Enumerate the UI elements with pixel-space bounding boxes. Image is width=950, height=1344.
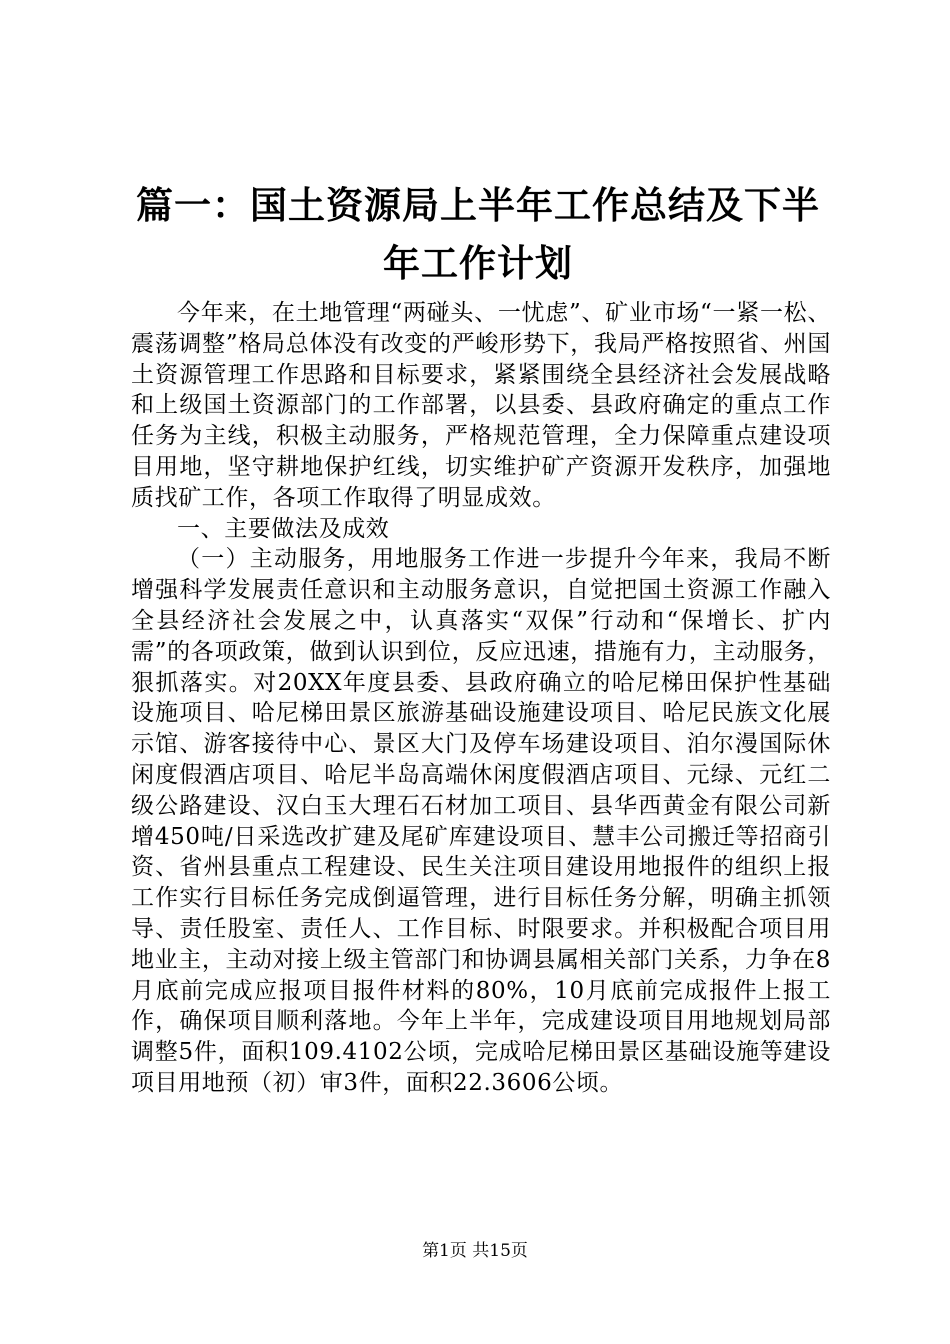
page-footer: 第1页 共15页	[422, 1241, 528, 1261]
intro-paragraph: 今年来，在土地管理“两碰头、一忧虑”、矿业市场“一紧一松、震荡调整”格局总体没有改变的严峻形势下，我局严格按照省、州国土资源管理工作思路和目标要求，紧紧围绕全县经济社会发展战略和上级国土资源部门的工作部署，以县委、县政府确定的重点工作任务为主线，积极主动服务，严格规范管理，全力保障重点建设项目用地，坚守耕地保护红线，切实维护矿产资源开发秩序，加强地质找矿工作，各项工作取得了明显成效。	[131, 300, 831, 511]
subsection-paragraph: （一）主动服务，用地服务工作进一步提升今年来，我局不断增强科学发展责任意识和主动服务意识，自觉把国土资源工作融入全县经济社会发展之中，认真落实“双保”行动和“保增长、扩内需”的各项政策，做到认识到位，反应迅速，措施有力，主动服务，狠抓落实。对20XX年度县委、县政府确立的哈尼梯田保护性基础设施项目、哈尼梯田景区旅游基础设施建设项目、哈尼民族文化展示馆、游客接待中心、景区大门及停车场建设项目、泊尔漫国际休闲度假酒店项目、哈尼半岛高端休闲度假酒店项目、元绿、元红二级公路建设、汉白玉大理石石材加工项目、县华西黄金有限公司新增450吨/日采选改扩建及尾矿库建设项目、慧丰公司搬迁等招商引资、省州县重点工程建设、民生关注项目建设用地报件的组织上报工作实行目标任务完成倒逼管理，进行目标任务分解，明确主抓领导、责任股室、责任人、工作目标、时限要求。并积极配合项目用地业主，主动对接上级主管部门和协调县属相关部门关系，力争在8月底前完成应报项目报件材料的80%，10月底前完成报件上报工作，确保项目顺利落地。今年上半年，完成建设项目用地规划局部调整5件，面积109.4102公顷，完成哈尼梯田景区基础设施等建设项目用地预（初）审3件，面积22.3606公顷。	[131, 546, 831, 1096]
document-title: 篇一：国土资源局上半年工作总结及下半年工作计划	[136, 183, 820, 285]
section-heading: 一、主要做法及成效	[177, 515, 390, 542]
document-body	[131, 298, 831, 1099]
